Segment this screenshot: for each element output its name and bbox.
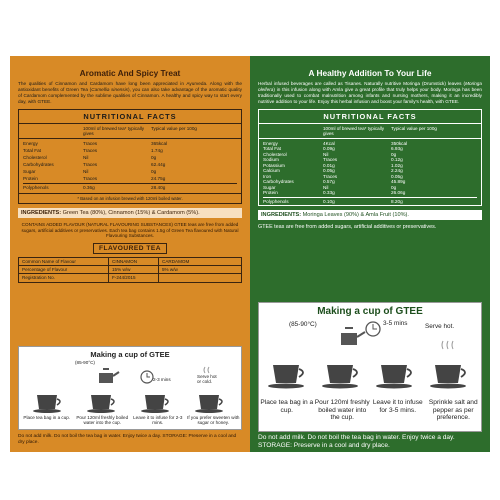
ingredients-line: INGREDIENTS: Moringa Leaves (90%) & Amla Fruit (10%). — [258, 210, 482, 220]
panel-intro: Herbal infused beverages are called as Tisanes. Naturally nutritive Moringa (Drumstick) leaves (Moringa oleifera) in this infusion along with Amla give a great profile that truly helps your body. Moringa has been traditionally used to combat malnutrition among infants and nursing mothers, making it an incredibly nutritive addition to your life. Enjoy this herbal infusion and boost your family's health, with GTEE. — [258, 81, 482, 104]
nutrition-facts-table — [258, 109, 482, 206]
nutrition-row: Sugar Nil 0g — [23, 168, 157, 174]
nutrition-heading: NUTRITIONAL FACTS — [259, 110, 481, 124]
kettle-icon — [341, 328, 365, 345]
nutrition-row: Iron Traces 0.05g — [263, 173, 403, 179]
step-2: Pour 120ml freshly boiled water into the cup. — [76, 415, 129, 426]
cup-icon — [195, 395, 223, 413]
nutrition-row: Energy Traces 365kcal — [23, 141, 168, 147]
moringa-amla-panel — [250, 56, 490, 452]
nutrition-row: Protein 0.33g 26.06g — [263, 190, 406, 196]
nutrition-row: Total Fat 0.09g 6.93g — [263, 146, 403, 152]
hot-cup-icon — [442, 341, 453, 349]
nutrition-row: Protein Traces 24.75g — [23, 175, 166, 181]
nutrition-column-headers: 100ml of brewed tea* typically gives Typical value per 100g — [19, 124, 241, 139]
ingredients-line: INGREDIENTS: Green Tea (80%), Cinnamon (15%) & Cardamom (5%). — [18, 208, 242, 218]
brewing-title: Making a cup of GTEE — [90, 350, 170, 359]
cup-icon — [322, 365, 358, 389]
infuse-time: 2-3 mins — [153, 377, 171, 382]
panel-title: Aromatic And Spicy Treat — [79, 68, 181, 78]
step-4: Sprinkle salt and pepper as per preference. — [428, 399, 478, 422]
nutrition-row: Sodium Traces 0.12g — [263, 157, 403, 163]
usage-storage-note: Do not add milk. Do not boil the tea bag in water. Enjoy twice a day. STORAGE: Preserve in a cool and dry place. — [18, 434, 237, 445]
hot-cup-icon — [204, 367, 209, 373]
infuse-time: 3-5 mins — [383, 320, 408, 327]
brewing-steps — [19, 415, 241, 426]
cup-icon — [268, 365, 304, 389]
cup-icon — [376, 365, 412, 389]
cup-icon — [430, 365, 466, 389]
step-3: Leave it to infuse for 2-3 mins. — [133, 415, 183, 426]
no-additives-note: GTEE teas are free from added sugars, artificial additives or preservatives. — [258, 224, 437, 231]
flavour-table — [18, 257, 242, 283]
cup-icon — [87, 395, 115, 413]
serve-note: Serve hot. — [425, 323, 455, 330]
nutrition-row: Calcium 0.05g 2.24g — [263, 168, 403, 174]
nutrition-row: Cholesterol Nil 0g — [263, 151, 397, 157]
step-1: Place tea bag in a cup. — [260, 399, 314, 414]
panel-title: A Healthy Addition To Your Life — [308, 68, 432, 78]
brewing-title: Making a cup of GTEE — [317, 306, 423, 317]
step-3: Leave it to infuse for 3-5 mins. — [372, 399, 423, 414]
brewing-steps-illustration — [19, 359, 243, 415]
nutrition-row: Carbohydrates Traces 62.44g — [23, 161, 166, 167]
brewing-steps — [259, 399, 481, 422]
serve-note: Serve hot or cold. — [197, 374, 217, 385]
water-temperature: (85-90°C) — [289, 321, 317, 328]
cup-icon — [33, 395, 61, 413]
nutrition-row-polyphenols: Polyphenols 0.36g 28.40g — [23, 185, 166, 191]
brewing-steps-illustration — [259, 319, 483, 399]
nutrition-row: Total Fat Traces 1.74g — [23, 147, 163, 153]
nutrition-row: Carbohydrates 0.57g 45.89g — [263, 179, 406, 185]
step-4: If you prefer sweeten with sugar or honey. — [187, 415, 240, 426]
flavour-row: Percentage of Flavour 15% w/w 5% w/w — [19, 266, 241, 274]
nutrition-facts-table — [18, 109, 242, 205]
nutrition-rows — [19, 139, 241, 193]
usage-storage-note: Do not add milk. Do not boil the tea bag in water. Enjoy twice a day. STORAGE: Preserve in a cool and dry place. — [258, 434, 455, 449]
water-temperature: (85-90°C) — [75, 360, 95, 365]
panel-intro: The qualities of Cinnamon and Cardamom have long been appreciated in Ayurveda. Along with the antioxidant benefits of Green Tea (Camellia sinensis), you can also take advantage of the aromatic quality of Cardamom complemented by the sublime qualities of Cinnamon. A healthy and spicy way to start every day, with GTEE. — [18, 81, 242, 104]
nutrition-rows — [259, 139, 481, 205]
brewing-instructions — [18, 346, 242, 430]
clock-icon — [366, 322, 380, 336]
nutrition-row-polyphenols: Polyphenols 0.10g 8.20g — [263, 198, 403, 204]
brewing-instructions — [258, 302, 482, 432]
flavour-row: Common Name of Flavour CINNAMON CARDAMOM — [19, 258, 241, 266]
cinnamon-cardamom-panel — [10, 56, 250, 452]
nutrition-row: Cholesterol Nil 0g — [23, 154, 157, 160]
flavoured-tea-heading: FLAVOURED TEA — [93, 243, 167, 254]
nutrition-column-headers: 100ml of brewed tea* typically gives Typical value per 100g — [259, 124, 481, 139]
nutrition-footnote: * Based on an infusion brewed with 120ml boiled water. — [19, 193, 241, 203]
step-1: Place tea bag in a cup. — [23, 415, 71, 420]
clock-icon — [141, 371, 153, 383]
nutrition-row: Sugar Nil 0g — [263, 184, 397, 190]
kettle-icon — [99, 369, 119, 383]
step-2: Pour 120ml freshly boiled water into the cup. — [314, 399, 370, 422]
cup-icon — [141, 395, 169, 413]
nutrition-row: Energy 4Kcal 350kcal — [263, 141, 408, 147]
flavour-row: Registration No. F-244/2015 — [19, 274, 241, 281]
nutrition-row: Potassium 0.01g 1.02g — [263, 162, 403, 168]
nutrition-heading: NUTRITIONAL FACTS — [19, 110, 241, 124]
added-flavour-note: CONTAINS ADDED FLAVOUR (NATURAL FLAVOURING SUBSTANCES) GTEE teas are free from added sugars, artificial additives or preservatives. Each tea bag contains 1.5g of Green Tea flavoured with Natural Flavouring Substances. — [21, 222, 239, 239]
